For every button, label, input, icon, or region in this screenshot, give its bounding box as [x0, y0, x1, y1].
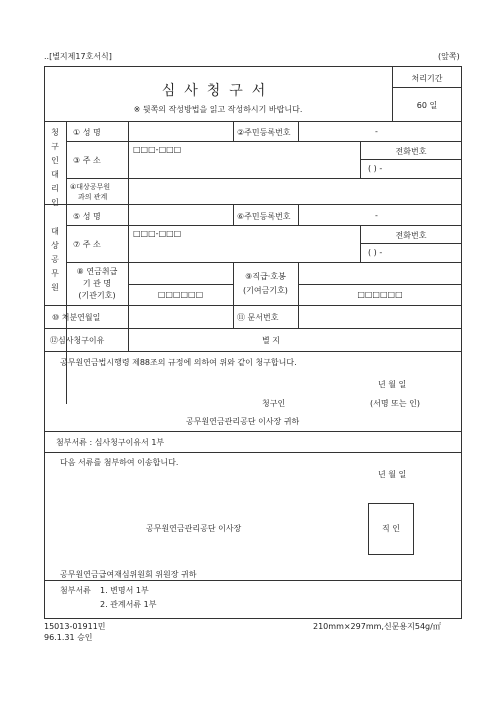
target-name-label: ⑤ 성 명	[73, 212, 101, 221]
transfer-sender: 공무원연금관리공단 이사장	[146, 524, 242, 533]
transfer-statement: 다음 서류를 첨부하여 이송합니다.	[60, 458, 179, 467]
target-id-value: -	[375, 211, 378, 220]
claimant-name-label: ① 성 명	[73, 128, 101, 137]
transfer-date: 년 월 일	[378, 470, 407, 479]
attachments-label: 첨부서류	[60, 586, 91, 595]
signature-placeholder: (서명 또는 인)	[370, 399, 420, 408]
claimant-id-label: ②주민등록번호	[237, 128, 291, 137]
claimant-address-label: ③ 주 소	[73, 156, 101, 165]
target-phone-label: 전화번호	[395, 231, 427, 240]
claimant-section-label: 청구인대리인	[51, 128, 59, 207]
claimant-phone-label: 전화번호	[395, 147, 427, 156]
target-section-label: 대상공무원	[51, 227, 59, 292]
claimant-sign-label: 청구인	[262, 399, 286, 408]
paper-spec: 210mm×297mm,신문용지54g/㎡	[313, 622, 441, 631]
form-title: 심사청구서	[161, 83, 275, 99]
target-postcode: □□□-□□□	[133, 229, 182, 238]
form-code: 15013-01911민	[44, 622, 106, 631]
decision-date-label: ⑩ 처분연월일	[52, 313, 101, 322]
page-side-label: (앞쪽)	[438, 52, 460, 61]
instruction-note: ※ 뒷쪽의 작성방법을 읽고 작성하시기 바랍니다.	[133, 105, 303, 114]
agency-label-line2: 기 관 명	[82, 279, 112, 288]
claimant-id-value: -	[375, 127, 378, 136]
rank-label-line2: (기여금기호)	[243, 286, 288, 295]
claim-date: 년 월 일	[378, 380, 407, 389]
rank-code-boxes: □□□□□□	[357, 290, 403, 299]
attachment-item-2: 2. 관계서류 1부	[100, 600, 157, 609]
claimant-postcode: □□□-□□□	[133, 145, 182, 154]
transfer-addressee: 공무원연금급여재심위원회 위원장 귀하	[60, 570, 197, 579]
relation-label-line1: ④대상공무원	[70, 183, 111, 191]
rank-label-line1: ⑨직급·호봉	[245, 272, 286, 281]
target-address-label: ⑦ 주 소	[73, 240, 101, 249]
official-seal-label: 직 인	[382, 524, 400, 533]
claim-statement: 공무원연금법시행령 제88조의 규정에 의하여 위와 같이 청구합니다.	[60, 358, 297, 367]
attachment-line: 첨부서류 : 심사청구이유서 1부	[56, 438, 165, 447]
attachment-item-1: 1. 변명서 1부	[100, 586, 149, 595]
reason-value: 별 지	[262, 336, 280, 345]
claimant-phone-value: ( ) -	[368, 164, 383, 173]
approval-date: 96.1.31 승인	[44, 633, 93, 642]
processing-period-value: 60 일	[416, 101, 438, 110]
relation-label-line2: 과의 관계	[78, 193, 108, 201]
agency-code-boxes: □□□□□□	[157, 290, 204, 299]
claim-addressee: 공무원연금관리공단 이사장 귀하	[186, 417, 300, 426]
form-number: ..[별지제17호서식]	[44, 52, 112, 61]
agency-label-line3: (기관기호)	[78, 291, 116, 300]
reason-label: ⑫심사청구이유	[50, 336, 105, 345]
document-number-label: ⑪ 문서번호	[237, 313, 279, 322]
target-id-label: ⑥주민등록번호	[237, 212, 291, 221]
target-phone-value: ( ) -	[368, 248, 383, 257]
processing-period-label: 처리기간	[411, 74, 443, 83]
agency-label-line1: ⑧ 연금취급	[76, 267, 118, 276]
